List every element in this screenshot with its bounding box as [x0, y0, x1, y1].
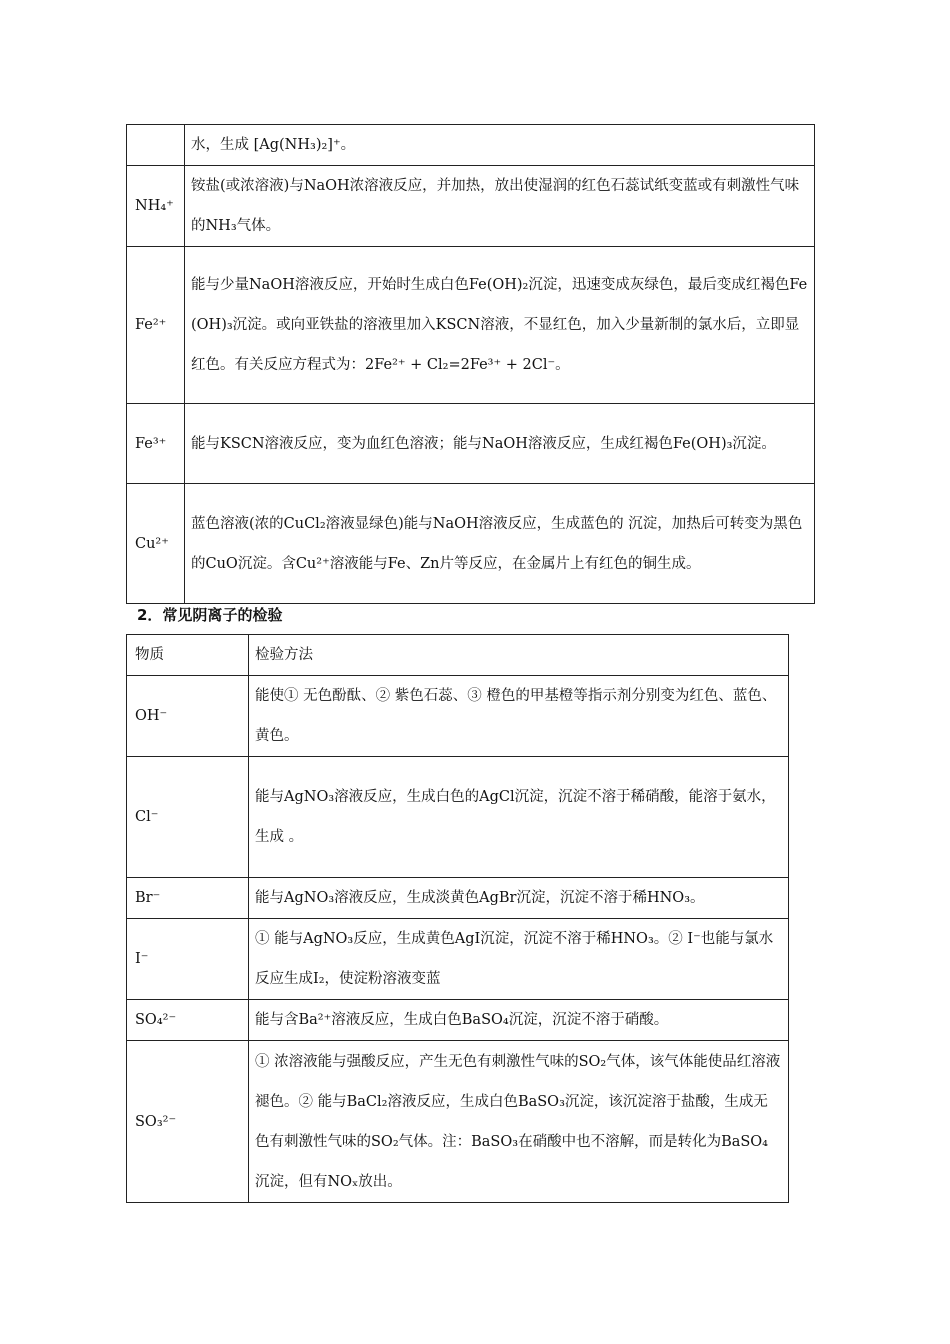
- ion-cell: I⁻: [127, 919, 249, 1000]
- table-row: [127, 247, 815, 404]
- method-cell: 水，生成 [Ag(NH₃)₂]⁺。: [185, 125, 815, 166]
- method-cell: 能与KSCN溶液反应，变为血红色溶液；能与NaOH溶液反应，生成红褐色Fe(OH)₃沉淀。: [185, 404, 815, 484]
- table-row: [127, 1041, 789, 1203]
- ion-cell: Cl⁻: [127, 757, 249, 878]
- method-cell: 能使① 无色酚酞、② 紫色石蕊、③ 橙色的甲基橙等指示剂分别变为红色、蓝色、黄色。: [249, 676, 789, 757]
- cation-test-table: [126, 124, 815, 604]
- method-cell: 能与少量NaOH溶液反应，开始时生成白色Fe(OH)₂沉淀，迅速变成灰绿色，最后变成红褐色Fe(OH)₃沉淀。或向亚铁盐的溶液里加入KSCN溶液，不显红色，加入少量新制的氯水后，立即显红色。有关反应方程式为：2Fe²⁺ + Cl₂=2Fe³⁺ + 2Cl⁻。: [185, 247, 815, 404]
- table-row: [127, 676, 789, 757]
- ion-cell: Br⁻: [127, 878, 249, 919]
- table-row: [127, 919, 789, 1000]
- table-row: [127, 878, 789, 919]
- header-method: 检验方法: [249, 635, 789, 676]
- table-row: [127, 166, 815, 247]
- table-row: [127, 125, 815, 166]
- ion-cell: Fe³⁺: [127, 404, 185, 484]
- table-row: [127, 404, 815, 484]
- anion-test-table: [126, 634, 789, 1203]
- table-header-row: [127, 635, 789, 676]
- method-cell: 能与AgNO₃溶液反应，生成淡黄色AgBr沉淀，沉淀不溶于稀HNO₃。: [249, 878, 789, 919]
- ion-cell: [127, 125, 185, 166]
- method-cell: ① 能与AgNO₃反应，生成黄色AgI沉淀，沉淀不溶于稀HNO₃。② I⁻也能与氯水反应生成I₂，使淀粉溶液变蓝: [249, 919, 789, 1000]
- table-row: [127, 757, 789, 878]
- method-cell: [249, 757, 789, 878]
- method-text: 能与AgNO₃溶液反应，生成白色的AgCl沉淀，沉淀不溶于稀硝酸，能溶于氨水，生成 。: [255, 789, 776, 845]
- ion-cell: Cu²⁺: [127, 484, 185, 604]
- section-heading: 2．常见阴离子的检验: [137, 606, 283, 624]
- method-cell: 蓝色溶液(浓的CuCl₂溶液显绿色)能与NaOH溶液反应，生成蓝色的 沉淀，加热后可转变为黑色的CuO沉淀。含Cu²⁺溶液能与Fe、Zn片等反应，在金属片上有红色的铜生成。: [185, 484, 815, 604]
- header-substance: 物质: [127, 635, 249, 676]
- table-row: [127, 1000, 789, 1041]
- ion-cell: SO₃²⁻: [127, 1041, 249, 1203]
- ion-cell: NH₄⁺: [127, 166, 185, 247]
- ion-cell: SO₄²⁻: [127, 1000, 249, 1041]
- ion-cell: OH⁻: [127, 676, 249, 757]
- method-cell: ① 浓溶液能与强酸反应，产生无色有刺激性气味的SO₂气体，该气体能使品红溶液褪色。② 能与BaCl₂溶液反应，生成白色BaSO₃沉淀，该沉淀溶于盐酸，生成无色有刺激性气味的SO₂气体。注：BaSO₃在硝酸中也不溶解，而是转化为BaSO₄沉淀，但有NOₓ放出。: [249, 1041, 789, 1203]
- method-cell: 铵盐(或浓溶液)与NaOH浓溶液反应，并加热，放出使湿润的红色石蕊试纸变蓝或有刺激性气味的NH₃气体。: [185, 166, 815, 247]
- ion-cell: Fe²⁺: [127, 247, 185, 404]
- table-row: [127, 484, 815, 604]
- method-cell: 能与含Ba²⁺溶液反应，生成白色BaSO₄沉淀，沉淀不溶于硝酸。: [249, 1000, 789, 1041]
